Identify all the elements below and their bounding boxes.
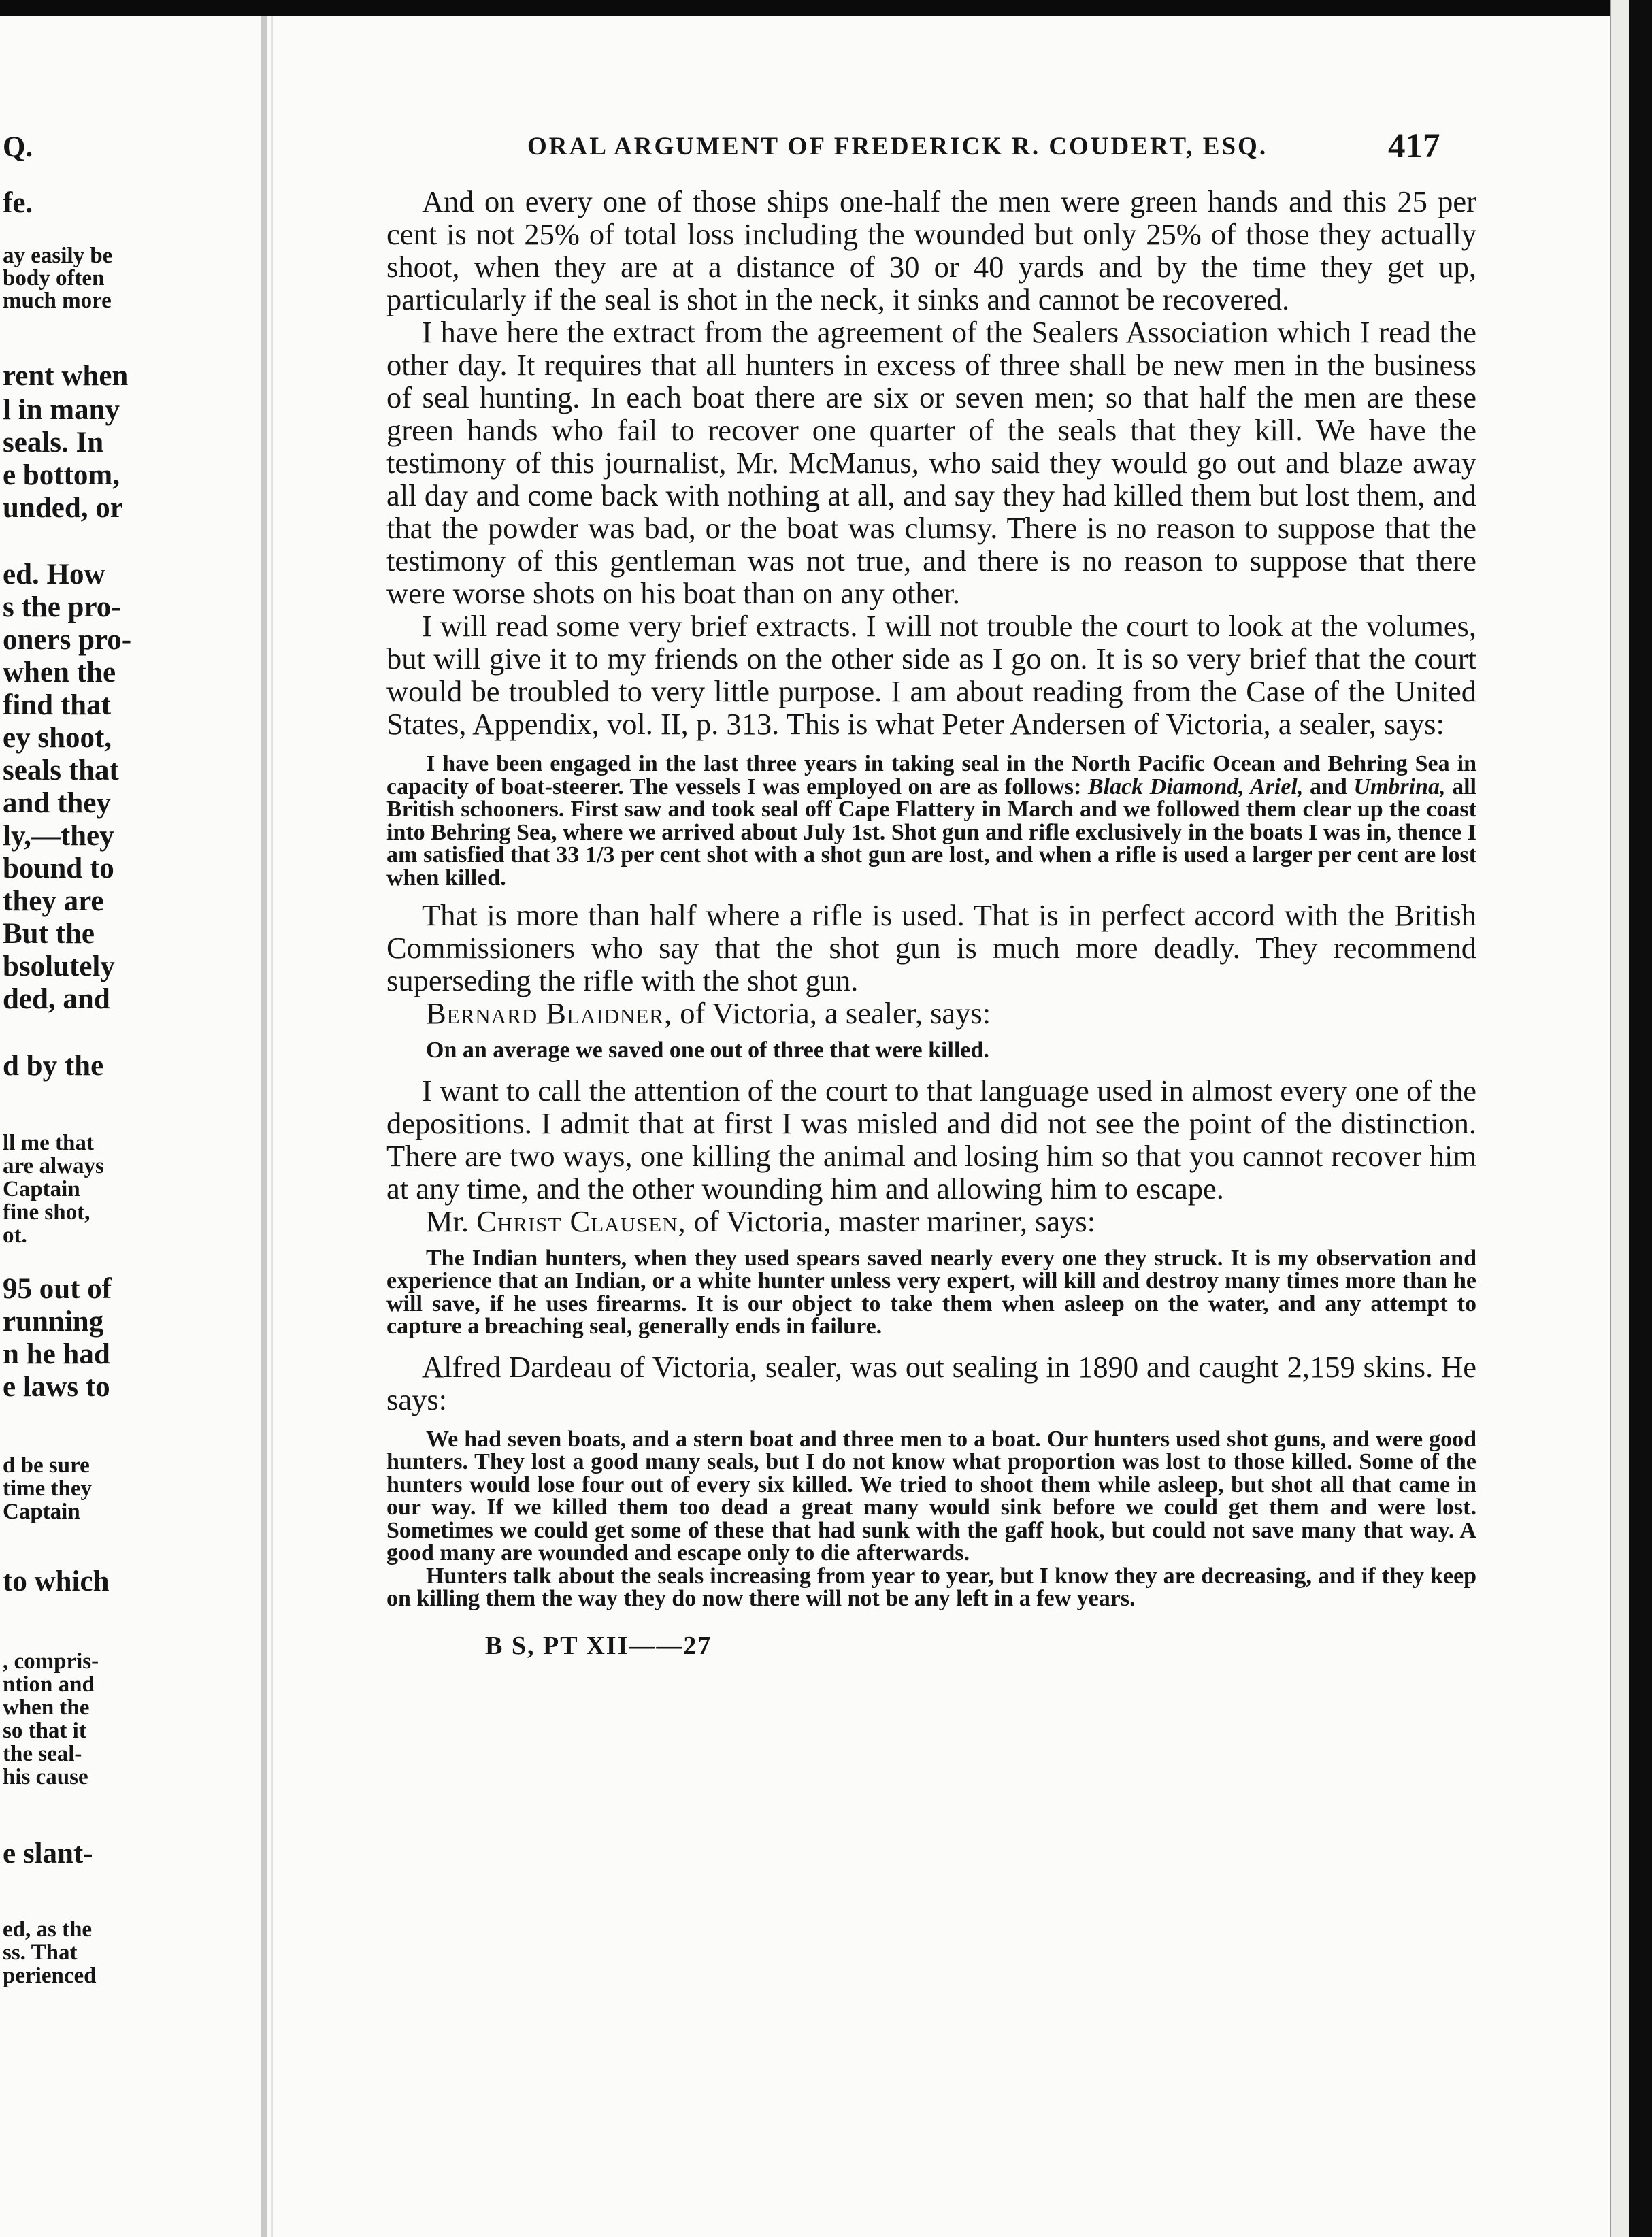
facing-page-text-line: Q.	[3, 131, 33, 163]
facing-page-text-line: , compris-	[3, 1649, 99, 1674]
paragraph: That is more than half where a rifle is used. That is in perfect accord with the British Commissioners who say that the shot gun is much more deadly. They recommend superseding the rifle with the shot gun.	[386, 898, 1476, 997]
facing-page-text-line: ey shoot,	[3, 722, 112, 754]
facing-page-text-line: l in many	[3, 394, 120, 426]
facing-page-text-line: bound to	[3, 852, 114, 884]
facing-page-text-line: ly,—they	[3, 820, 114, 852]
block-quote: Hunters talk about the seals increasing from year to year, but I know they are decreasing, and if they keep on killing them the way they do now there will not be any left in a few years.	[386, 1563, 1476, 1611]
facing-page-text-line: d be sure	[3, 1453, 90, 1478]
scan-right-border	[1629, 0, 1652, 2237]
main-column	[386, 185, 1476, 1661]
block-quote: I have been engaged in the last three years in taking seal in the North Pacific Ocean and Behring Sea in capacity of boat-steerer. The vessels I was employed on are as follows: Black Diamond, Ariel, and Umbrina, all British schooners. First saw and took seal off Cape Flattery in March and we followed them clear up the coast into Behring Sea, where we arrived about July 1st. Shot gun and rifle exclusively in the boats I was in, thence I am satisfied that 33 1/3 per cent shot with a shot gun are lost, and when a rifle is used a larger per cent are lost when killed.	[386, 751, 1476, 891]
facing-page-text-line: oners pro-	[3, 624, 132, 656]
facing-page-text-line: ed. How	[3, 559, 105, 591]
facing-page-text-line: fine shot,	[3, 1200, 90, 1225]
facing-page-text-line: seals that	[3, 755, 119, 786]
facing-page-text-line: rent when	[3, 360, 129, 392]
facing-page-text-line: e bottom,	[3, 459, 120, 491]
facing-page-text-line: bsolutely	[3, 950, 115, 982]
facing-page-text-line: body often	[3, 266, 105, 291]
facing-page-text-line: to which	[3, 1565, 110, 1597]
facing-page-text-line: fe.	[3, 187, 33, 219]
facing-page-text-line: ll me that	[3, 1131, 94, 1155]
running-header: ORAL ARGUMENT OF FREDERICK R. COUDERT, ESQ.	[527, 133, 1268, 161]
paragraph: I will read some very brief extracts. I will not trouble the court to look at the volumes, but will give it to my friends on the other side as I go on. It is so very brief that the court would be troubled to very little purpose. I am about reading from the Case of the United States, Appendix, vol. II, p. 313. This is what Peter Andersen of Victoria, a sealer, says:	[386, 609, 1476, 741]
signature-mark: B S, PT XII——27	[485, 1631, 712, 1660]
facing-page-text-line: d by the	[3, 1050, 104, 1082]
block-quote: The Indian hunters, when they used spears saved nearly every one they struck. It is my observation and experience that an Indian, or a white hunter unless very expert, will kill and destroy many times more than he will save, if he uses firearms. It is our object to take them when asleep on the water, and any attempt to capture a breaching seal, generally ends in failure.	[386, 1245, 1476, 1339]
facing-page-text-line: running	[3, 1306, 104, 1338]
paragraph: And on every one of those ships one-half the men were green hands and this 25 per cent is not 25% of total loss including the wounded but only 25% of those they actually shoot, when they are at a distance of 30 or 40 yards and by the time they get up, particularly if the seal is shot in the neck, it sinks and cannot be recovered.	[386, 184, 1476, 316]
facing-page-text-line: n he had	[3, 1338, 110, 1370]
facing-page-text-line: and they	[3, 787, 111, 819]
facing-page-text-line: his cause	[3, 1765, 88, 1789]
facing-page-text-line: ot.	[3, 1223, 27, 1248]
facing-page-text-line: they are	[3, 885, 104, 917]
facing-page-text-line: ded, and	[3, 983, 110, 1015]
deponent-intro: Bernard Blaidner, of Victoria, a sealer, says:	[426, 996, 991, 1030]
facing-page-text-line: are always	[3, 1154, 104, 1178]
paragraph: I want to call the attention of the court to that language used in almost every one of the depositions. I admit that at first I was misled and did not see the point of the distinction. There are two ways, one killing the animal and losing him so that you cannot recover him at any time, and the other wounding him and allowing him to escape.	[386, 1073, 1476, 1206]
facing-page-text-line: find that	[3, 689, 111, 721]
facing-page-text-line: e slant-	[3, 1838, 93, 1870]
facing-page-text-line: the seal-	[3, 1742, 82, 1766]
book-gutter-shadow	[271, 16, 273, 2237]
facing-page-text-line: Captain	[3, 1177, 80, 1202]
paragraph: Alfred Dardeau of Victoria, sealer, was out sealing in 1890 and caught 2,159 skins. He says:	[386, 1349, 1476, 1416]
facing-page-text-line: much more	[3, 288, 112, 313]
facing-page-text-line: when the	[3, 1695, 90, 1720]
deponent-intro: Mr. Christ Clausen, of Victoria, master mariner, says:	[426, 1204, 1096, 1238]
page-number: 417	[1388, 127, 1440, 165]
facing-page-fragment	[0, 0, 150, 2237]
facing-page-text-line: time they	[3, 1476, 93, 1501]
facing-page-text-line: seals. In	[3, 427, 104, 459]
facing-page-text-line: perienced	[3, 1963, 97, 1988]
page-edge-stripe	[1610, 0, 1629, 2237]
book-gutter	[261, 16, 267, 2237]
facing-page-text-line: ay easily be	[3, 244, 113, 268]
facing-page-text-line: e laws to	[3, 1371, 110, 1403]
block-quote: We had seven boats, and a stern boat and three men to a boat. Our hunters used shot guns, and were good hunters. They lost a good many seals, but I do not know what proportion was lost to those killed. Some of the hunters would lose four out of every six killed. We tried to shoot them while asleep, but shot all that came in our way. If we killed them too dead a great many would sink before we could get them and were lost. Sometimes we could get some of these that had sunk with the gaff hook, but could not save many that way. A good many are wounded and escape only to die afterwards.	[386, 1426, 1476, 1565]
facing-page-text-line: ss. That	[3, 1940, 78, 1965]
paragraph: I have here the extract from the agreement of the Sealers Association which I read the other day. It requires that all hunters in excess of three shall be new men in the business of seal hunting. In each boat there are six or seven men; so that half the men are these green hands who fail to recover one quarter of the seals that they kill. We have the testimony of this journalist, Mr. McManus, who said they would go out and blaze away all day and come back with nothing at all, and say they had killed them but lost them, and that the powder was bad, or the boat was clumsy. There is no reason to suppose that the testimony of this gentleman was not true, and there is no reason to suppose that there were worse shots on his boat than on any other.	[386, 315, 1476, 610]
facing-page-text-line: ed, as the	[3, 1917, 93, 1942]
facing-page-text-line: But the	[3, 918, 95, 950]
facing-page-text-line: ntion and	[3, 1672, 95, 1697]
scan-top-border	[0, 0, 1652, 16]
facing-page-text-line: Captain	[3, 1499, 80, 1524]
block-quote: On an average we saved one out of three that were killed.	[426, 1038, 989, 1063]
facing-page-text-line: s the pro-	[3, 591, 121, 623]
facing-page-text-line: so that it	[3, 1719, 86, 1743]
facing-page-text-line: 95 out of	[3, 1273, 112, 1305]
facing-page-text-line: unded, or	[3, 492, 123, 524]
facing-page-text-line: when the	[3, 657, 116, 689]
